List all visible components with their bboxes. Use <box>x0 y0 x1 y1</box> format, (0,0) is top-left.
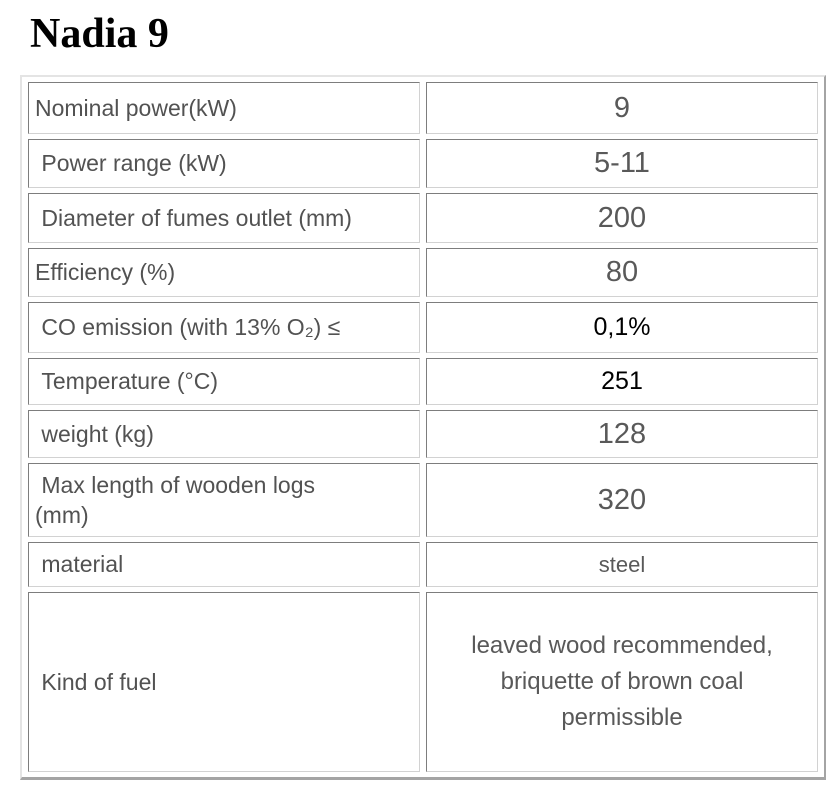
row-label-line1: Max length of wooden logs <box>35 471 316 498</box>
value-material <box>426 542 818 587</box>
row-value: 128 <box>597 417 647 450</box>
row-value: 5-11 <box>594 147 650 180</box>
label-temperature <box>28 358 420 405</box>
row-label-line2: (mm) <box>35 502 89 529</box>
row-label: CO emission (with 13% O₂) ≤ <box>35 314 341 341</box>
row-value: 200 <box>597 201 647 234</box>
spec-table <box>20 75 826 780</box>
table-row-temperature <box>28 358 818 405</box>
table-row-co-emission <box>28 302 818 353</box>
table-row-power-range <box>28 139 818 188</box>
label-material <box>28 542 420 587</box>
row-label: Temperature (°C) <box>35 368 219 395</box>
label-power-range <box>28 139 420 188</box>
value-temperature <box>426 358 818 405</box>
table-row-efficiency <box>28 248 818 297</box>
label-efficiency <box>28 248 420 297</box>
page-title: Nadia 9 <box>30 11 169 57</box>
table-row-nominal-power <box>28 82 818 134</box>
row-label: weight (kg) <box>35 420 154 447</box>
value-co-emission <box>426 302 818 353</box>
row-label: material <box>35 551 124 578</box>
row-label: Diameter of fumes outlet (mm) <box>35 204 352 231</box>
table-row-kind-of-fuel <box>28 592 818 772</box>
value-power-range <box>426 139 818 188</box>
row-value: 80 <box>605 256 639 289</box>
table-row-max-log-length <box>28 463 818 537</box>
row-label: Kind of fuel <box>35 668 157 695</box>
row-value: 320 <box>597 483 647 516</box>
row-value: leaved wood recommended, briquette of brown coal permissible <box>471 632 773 732</box>
value-max-log-length <box>426 463 818 537</box>
table-row-fumes-outlet-diameter <box>28 193 818 243</box>
label-nominal-power <box>28 82 420 134</box>
label-co-emission <box>28 302 420 353</box>
label-fumes-outlet-diameter <box>28 193 420 243</box>
label-kind-of-fuel <box>28 592 420 772</box>
table-row-material <box>28 542 818 587</box>
row-value: 9 <box>613 91 631 124</box>
value-nominal-power <box>426 82 818 134</box>
table-row-weight <box>28 410 818 458</box>
value-fumes-outlet-diameter <box>426 193 818 243</box>
row-value: 0,1% <box>593 313 651 342</box>
row-value: 251 <box>601 367 643 396</box>
value-efficiency <box>426 248 818 297</box>
row-value: steel <box>598 551 646 577</box>
value-weight <box>426 410 818 458</box>
label-weight <box>28 410 420 458</box>
row-label: Nominal power(kW) <box>35 94 237 121</box>
label-max-log-length <box>28 463 420 537</box>
value-kind-of-fuel <box>426 592 818 772</box>
row-label: Efficiency (%) <box>35 259 176 286</box>
row-label: Power range (kW) <box>35 150 227 177</box>
